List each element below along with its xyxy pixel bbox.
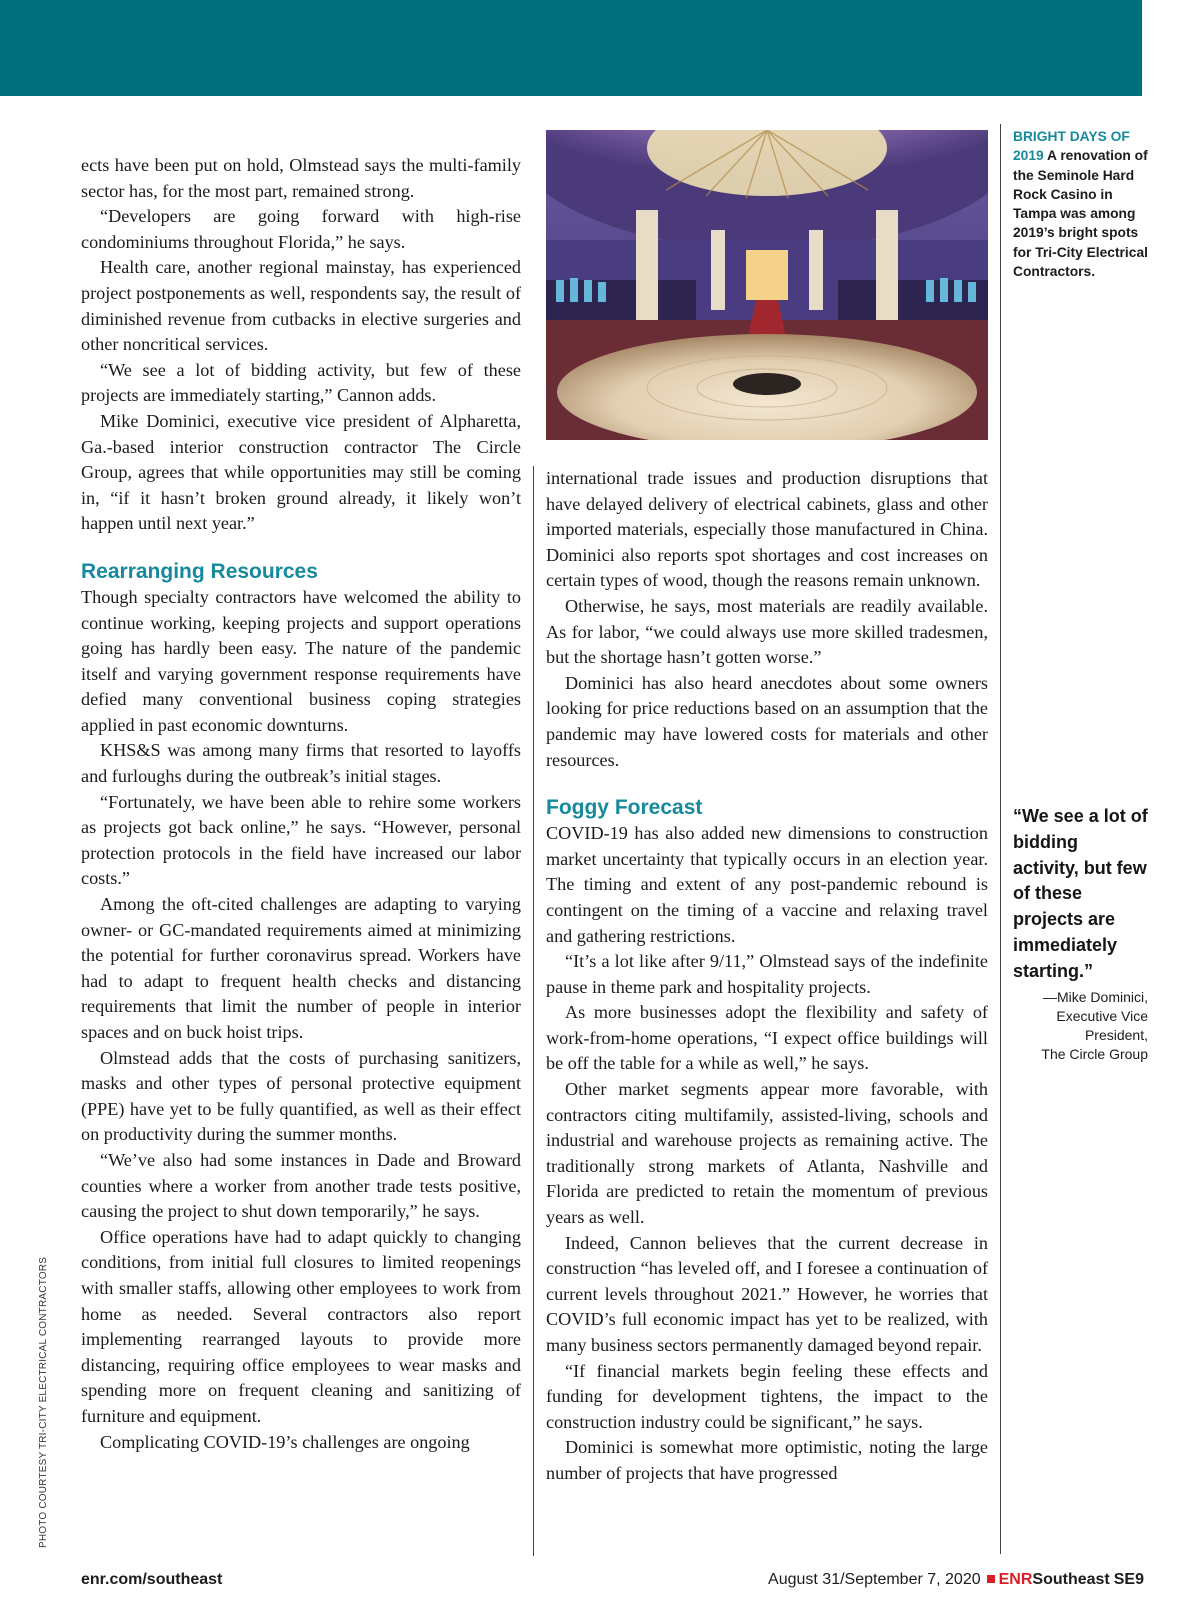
square-bullet-icon [987,1575,995,1583]
section-subhead: Rearranging Resources [81,559,318,583]
paragraph: “It’s a lot like after 9/11,” Olmstead says of the indefinite pause in theme park and hospitality projects. [546,951,988,997]
footer-date: August 31/September 7, 2020 [768,1571,981,1588]
paragraph: “We’ve also had some instances in Dade and Broward counties where a worker from another trade tests positive, causing the project to shut down temporarily,” he says. [81,1149,521,1222]
paragraph: Dominici has also heard anecdotes about some owners looking for price reductions based on an assumption that the pandemic may have lowered costs for materials and other resources. [546,672,988,770]
article-column-1 [81,153,521,1455]
section-subhead: Foggy Forecast [546,796,703,820]
paragraph: COVID-19 has also added new dimensions to construction market uncertainty that typically occurs in an election year. The timing and extent of any post-pandemic rebound is contingent on the timing of a vaccine and relaxing travel and gathering restrictions. [546,823,988,946]
column-divider [533,466,534,1556]
footer-brand-enr: ENR [998,1571,1033,1588]
paragraph: Dominici is somewhat more optimistic, noting the large number of projects that have progressed [546,1437,988,1483]
pull-quote-text: “We see a lot of bidding activity, but few of these projects are immediately starting.” [1013,806,1148,981]
paragraph: “We see a lot of bidding activity, but few of these projects are immediately starting,” Cannon adds. [81,359,521,406]
attr-name: —Mike Dominici, [1042,988,1148,1005]
paragraph: Office operations have had to adapt quickly to changing conditions, from initial full closures to limited reopenings with smaller staffs, allowing other employees to work from home as needed. Several contractors also report implementing rearranged layouts to provide more distancing, requiring office employees to wear masks and spending more on frequent cleaning and sanitizing of furniture and equipment. [81,1226,521,1426]
paragraph: “If financial markets begin feeling these effects and funding for development tightens, the impact to the construction industry could be significant,” he says. [546,1360,988,1432]
paragraph: Complicating COVID-19’s challenges are ongoing [100,1431,470,1452]
photo-credit: PHOTO COURTESY TRI-CITY ELECTRICAL CONTRACTORS [38,1256,49,1548]
header-color-band [0,0,1142,96]
sidebar-divider [1000,124,1001,1554]
paragraph: ects have been put on hold, Olmstead says the multi-family sector has, for the most part, remained strong. [81,155,521,201]
paragraph: Otherwise, he says, most materials are readily available. As for labor, “we could always use more skilled tradesmen, but the shortage hasn’t gotten worse.” [546,595,988,668]
attr-org: The Circle Group [1041,1045,1148,1062]
paragraph: Indeed, Cannon believes that the current decrease in construction “has leveled off, and I foresee a continuation of current levels throughout 2021.” However, he worries that COVID’s full economic impact has yet to be realized, with many business sectors permanently damaged beyond repair. [546,1232,988,1355]
page-number: SE9 [1113,1571,1144,1588]
caption-head: BRIGHT DAYS OF 2019 [1013,129,1130,164]
pull-quote [1013,804,1148,1064]
paragraph: Mike Dominici, executive vice president of Alpharetta, Ga.-based interior construction contractor The Circle Group, agrees that while opportunities may still be coming in, “if it hasn’t broken ground already, it likely won’t happen until next year.” [81,410,521,534]
paragraph: As more businesses adopt the flexibility and safety of work-from-home operations, “I expect office buildings will be off the table for a while as well,” he says. [546,1002,988,1074]
paragraph: Though specialty contractors have welcomed the ability to continue working, keeping projects and support operations going has hardly been easy. The nature of the pandemic itself and varying government response requirements have defied many conventional business coping strategies applied in past economic downturns. [81,586,521,735]
article-column-2 [546,466,988,1487]
pull-quote-attribution [1013,988,1148,1064]
photo-caption [1013,127,1148,281]
footer-url[interactable]: enr.com/southeast [81,1571,223,1588]
caption-body: A renovation of the Seminole Hard Rock Casino in Tampa was among 2019’s bright spots for Tri-City Electrical Contractors. [1013,148,1148,280]
paragraph: “Developers are going forward with high-rise condominiums throughout Florida,” he says. [81,206,521,252]
footer-brand-region: Southeast [1032,1571,1110,1588]
footer-folio [768,1571,1144,1589]
paragraph: Health care, another regional mainstay, has experienced project postponements as well, respondents say, the result of diminished revenue from cutbacks in elective surgeries and other noncritical services. [81,257,521,355]
paragraph: “Fortunately, we have been able to rehire some workers as projects got back online,” he says. “However, personal protection protocols in the field have increased our labor costs.” [81,791,521,889]
paragraph: Among the oft-cited challenges are adapting to varying owner- or GC-mandated requirements aimed at minimizing the potential for further coronavirus spread. Workers have had to adapt to frequent health checks and distancing requirements that limit the number of people in interior spaces and on buck hoist trips. [81,894,521,1042]
paragraph: KHS&S was among many firms that resorted to layoffs and furloughs during the outbreak’s initial stages. [81,740,521,787]
paragraph: Olmstead adds that the costs of purchasing sanitizers, masks and other types of personal protective equipment (PPE) have yet to be fully quantified, as well as their effect on productivity during the summer months. [81,1047,521,1145]
casino-interior-photo [546,130,988,440]
paragraph: international trade issues and production disruptions that have delayed delivery of electrical cabinets, glass and other imported materials, especially those manufactured in China. Dominici also reports spot shortages and cost increases on certain types of wood, though the reasons remain unknown. [546,468,988,591]
paragraph: Other market segments appear more favorable, with contractors citing multifamily, assisted-living, schools and industrial and warehouse projects as remaining active. The traditionally strong markets of Atlanta, Nashville and Florida are predicted to retain the momentum of previous years as well. [546,1079,988,1228]
attr-title: Executive Vice President, [1056,1007,1148,1043]
